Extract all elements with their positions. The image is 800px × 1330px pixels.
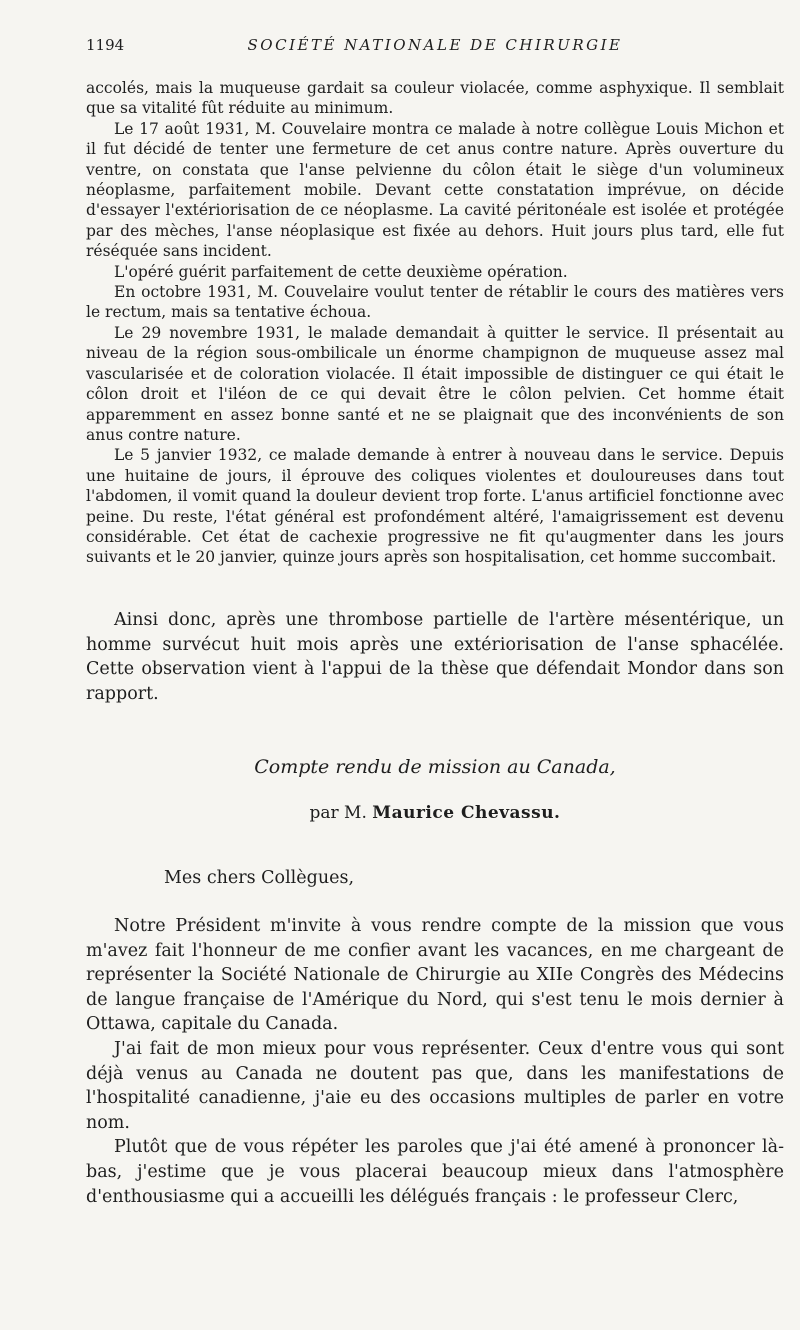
article-paragraph: Plutôt que de vous répéter les paroles que j'ai été amené à prononcer là-bas, j'estime que je vous placerai beaucoup mieux dans l'atmosphère d'enthousiasme qui a accueilli les délégués français : le professeur Clerc, xyxy=(86,1137,784,1207)
article-body xyxy=(86,914,784,1209)
page-number: 1194 xyxy=(86,36,125,54)
article-title: Compte rendu de mission au Canada, xyxy=(254,756,616,778)
case-paragraph: En octobre 1931, M. Couvelaire voulut tenter de rétablir le cours des matières vers le rectum, mais sa tentative échoua. xyxy=(86,283,784,322)
page-header xyxy=(86,36,784,56)
case-paragraph: Le 29 novembre 1931, le malade demandait à quitter le service. Il présentait au niveau de la région sous-ombilicale un énorme champignon de muqueuse assez mal vascularisée et de coloration violacée. Il était impossible de distinguer ce qui était le côlon droit et l'iléon de ce qui devait être le côlon pelvien. Cet homme était apparemment en assez bonne santé et ne se plaignait que des inconvénients de son anus contre nature. xyxy=(86,323,784,444)
case-report xyxy=(86,78,784,568)
author-name: Maurice Chevassu. xyxy=(372,803,561,823)
salutation: Mes chers Collègues, xyxy=(164,868,355,888)
case-paragraph: Le 5 janvier 1932, ce malade demande à entrer à nouveau dans le service. Depuis une huitaine de jours, il éprouve des coliques violentes et douloureuses dans tout l'abdomen, il vomit quand la douleur devient trop forte. L'anus artificiel fonctionne avec peine. Du reste, l'état général est profondément altéré, l'amaigrissement est devenu considérable. Cet état de cachexie progressive ne fit qu'augmenter dans les jours suivants et le 20 janvier, quinze jours après son hospitalisation, cet homme succombait. xyxy=(86,446,784,567)
byline-prefix: par M. xyxy=(309,803,367,823)
case-paragraph: L'opéré guérit parfaitement de cette deuxième opération. xyxy=(114,262,568,281)
case-paragraph: Le 17 août 1931, M. Couvelaire montra ce malade à notre collègue Louis Michon et il fut décidé de tenter une fermeture de cet anus contre nature. Après ouverture du ventre, on constata que l'anse pelvienne du côlon était le siège d'un volumineux néoplasme, parfaitement mobile. Devant cette constatation imprévue, on décide d'essayer l'extériorisation de ce néoplasme. La cavité péritonéale est isolée et protégée par des mèches, l'anse néoplasique est fixée au dehors. Huit jours plus tard, elle fut réséquée sans incident. xyxy=(86,119,784,261)
page xyxy=(86,0,784,1330)
article-paragraph: J'ai fait de mon mieux pour vous représenter. Ceux d'entre vous qui sont déjà venus au Canada ne doutent pas que, dans les manifestations de l'hospitalité canadienne, j'aie eu des occasions multiples de parler en votre nom. xyxy=(86,1038,784,1133)
conclusion-paragraph: Ainsi donc, après une thrombose partielle de l'artère mésentérique, un homme survécut huit mois après une extériorisation de l'anse sphacélée. Cette observation vient à l'appui de la thèse que défendait Mondor dans son rapport. xyxy=(86,610,784,704)
conclusion xyxy=(86,608,784,706)
running-title: SOCIÉTÉ NATIONALE DE CHIRURGIE xyxy=(247,36,623,54)
byline xyxy=(86,803,784,823)
article-paragraph: Notre Président m'invite à vous rendre compte de la mission que vous m'avez fait l'honneur de me confier avant les vacances, en me chargeant de représenter la Société Nationale de Chirurgie au XIIe Congrès des Médecins de langue française de l'Amérique du Nord, qui s'est tenu le mois dernier à Ottawa, capitale du Canada. xyxy=(86,916,784,1035)
case-paragraph: accolés, mais la muqueuse gardait sa couleur violacée, comme asphyxique. Il semblait que sa vitalité fût réduite au minimum. xyxy=(86,79,784,118)
